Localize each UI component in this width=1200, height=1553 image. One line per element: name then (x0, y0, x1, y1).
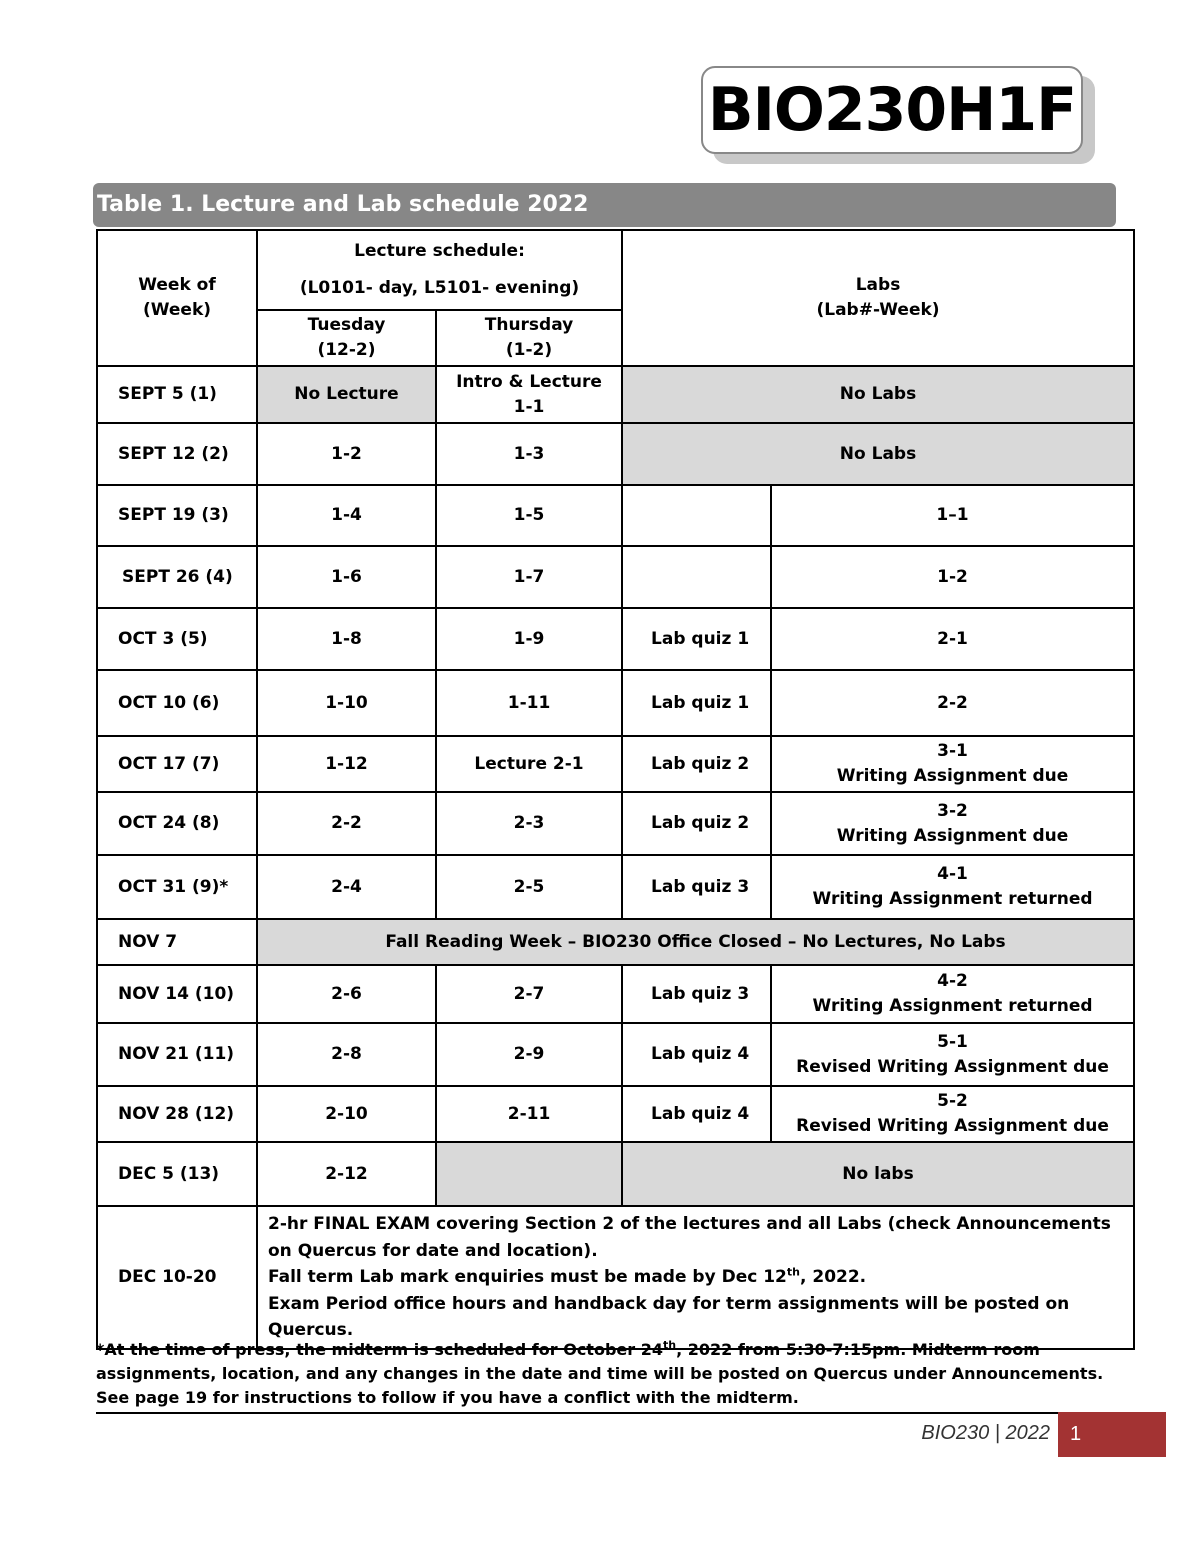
exam-line-2-end: , 2022. (799, 1267, 867, 1287)
exam-line-3: Exam Period office hours and handback day for term assignments will be posted on Quercus. (268, 1293, 1070, 1340)
thursday-cell: 2-11 (436, 1086, 622, 1142)
tuesday-cell: 1-4 (257, 485, 436, 546)
header-thursday (436, 310, 622, 366)
labs-cell: No labs (622, 1142, 1134, 1206)
table-row (97, 1142, 1134, 1206)
week-cell: NOV 21 (11) (97, 1023, 257, 1086)
footnote-sup: th (662, 1338, 677, 1352)
table-row (97, 919, 1134, 965)
schedule-table (96, 229, 1135, 1350)
table-row (97, 423, 1134, 485)
lab-note: Writing Assignment returned (812, 996, 1093, 1016)
lab-cell: 2-1 (771, 608, 1134, 670)
tuesday-cell: 2-6 (257, 965, 436, 1023)
footnote-text: *At the time of press, the midterm is scheduled for October 24 (96, 1340, 663, 1359)
labs-cell: No Labs (622, 423, 1134, 485)
tuesday-cell: 2-4 (257, 855, 436, 919)
thursday-line1: Intro & Lecture (456, 371, 602, 392)
quiz-cell (622, 485, 771, 546)
quiz-cell: Lab quiz 4 (622, 1023, 771, 1086)
thursday-cell: 2-7 (436, 965, 622, 1023)
table-row (97, 670, 1134, 736)
tuesday-cell: No Lecture (257, 366, 436, 423)
week-cell: NOV 7 (97, 919, 257, 965)
header-lecture-line2: (L0101- day, L5101- evening) (299, 278, 580, 298)
lab-cell (771, 1086, 1134, 1142)
header-thursday-label: Thursday (484, 315, 574, 335)
header-week-line2: (Week) (142, 300, 212, 320)
table-row (97, 608, 1134, 670)
exam-cell (257, 1206, 1134, 1349)
week-cell: SEPT 19 (3) (97, 485, 257, 546)
lab-cell: 2-2 (771, 670, 1134, 736)
quiz-cell: Lab quiz 1 (622, 670, 771, 736)
thursday-cell: 2-3 (436, 792, 622, 855)
course-code: BIO230H1F (701, 66, 1083, 154)
table-row (97, 485, 1134, 546)
header-week (97, 230, 257, 366)
thursday-cell: 1-9 (436, 608, 622, 670)
week-cell: NOV 14 (10) (97, 965, 257, 1023)
tuesday-cell: 2-8 (257, 1023, 436, 1086)
tuesday-cell: 2-2 (257, 792, 436, 855)
thursday-cell: 1-7 (436, 546, 622, 608)
thursday-cell: 2-9 (436, 1023, 622, 1086)
table-title: Table 1. Lecture and Lab schedule 2022 (93, 183, 1116, 227)
week-cell: DEC 10-20 (97, 1206, 257, 1349)
table-row (97, 792, 1134, 855)
quiz-cell: Lab quiz 2 (622, 736, 771, 792)
header-tuesday-time: (12-2) (317, 340, 376, 360)
exam-line-2 (268, 1264, 1123, 1291)
week-cell: SEPT 12 (2) (97, 423, 257, 485)
quiz-cell: Lab quiz 3 (622, 855, 771, 919)
midterm-footnote (96, 1338, 1133, 1410)
header-thursday-time: (1-2) (505, 340, 553, 360)
tuesday-cell: 2-10 (257, 1086, 436, 1142)
header-tuesday-label: Tuesday (307, 315, 386, 335)
exam-line-2-text: Fall term Lab mark enquiries must be made by Dec 12 (268, 1267, 787, 1287)
lab-note: Revised Writing Assignment due (796, 1056, 1109, 1077)
table-row (97, 546, 1134, 608)
quiz-cell: Lab quiz 2 (622, 792, 771, 855)
page-number: 1 (1058, 1412, 1166, 1457)
lab-number: 3-1 (937, 741, 968, 761)
tuesday-cell: 1-12 (257, 736, 436, 792)
table-row (97, 366, 1134, 423)
lab-cell (771, 965, 1134, 1023)
week-cell: DEC 5 (13) (97, 1142, 257, 1206)
lab-note: Writing Assignment due (836, 825, 1069, 846)
table-row (97, 1086, 1134, 1142)
header-labs (622, 230, 1134, 366)
thursday-cell: 1-5 (436, 485, 622, 546)
thursday-cell: Lecture 2-1 (436, 736, 622, 792)
header-lecture (257, 230, 622, 310)
thursday-cell: 1-11 (436, 670, 622, 736)
tuesday-cell: 2-12 (257, 1142, 436, 1206)
lab-note: Writing Assignment due (836, 766, 1069, 786)
exam-line-2-sup: th (786, 1265, 800, 1279)
week-cell: OCT 24 (8) (97, 792, 257, 855)
tuesday-cell: 1-8 (257, 608, 436, 670)
week-cell: OCT 3 (5) (97, 608, 257, 670)
header-row-1 (97, 230, 1134, 310)
lab-number: 5-1 (937, 1031, 968, 1052)
header-labs-title: Labs (855, 275, 901, 295)
lab-cell (771, 855, 1134, 919)
lab-note: Revised Writing Assignment due (796, 1116, 1109, 1136)
footer-divider (96, 1412, 1133, 1414)
footer-course-year: BIO230 | 2022 (921, 1422, 1050, 1444)
week-cell: SEPT 26 (4) (97, 546, 257, 608)
lab-number: 4-2 (937, 971, 968, 991)
exam-line-1: 2-hr FINAL EXAM covering Section 2 of the lectures and all Labs (check Announcements on Quercus for date and location). (268, 1214, 1111, 1261)
header-tuesday (257, 310, 436, 366)
lab-cell: 1-2 (771, 546, 1134, 608)
lab-cell: 1–1 (771, 485, 1134, 546)
quiz-cell: Lab quiz 4 (622, 1086, 771, 1142)
tuesday-cell: 1-2 (257, 423, 436, 485)
thursday-cell (436, 1142, 622, 1206)
tuesday-cell: 1-6 (257, 546, 436, 608)
lab-cell (771, 1023, 1134, 1086)
quiz-cell (622, 546, 771, 608)
lab-cell (771, 792, 1134, 855)
table-row (97, 1206, 1134, 1349)
reading-week-cell: Fall Reading Week – BIO230 Office Closed – No Lectures, No Labs (257, 919, 1134, 965)
lab-number: 3-2 (937, 800, 968, 821)
week-cell: OCT 31 (9)* (97, 855, 257, 919)
table-row (97, 736, 1134, 792)
tuesday-cell: 1-10 (257, 670, 436, 736)
table-row (97, 855, 1134, 919)
week-cell: SEPT 5 (1) (97, 366, 257, 423)
quiz-cell: Lab quiz 1 (622, 608, 771, 670)
thursday-cell: 2-5 (436, 855, 622, 919)
thursday-line2: 1-1 (513, 396, 545, 417)
thursday-cell: 1-3 (436, 423, 622, 485)
week-cell: NOV 28 (12) (97, 1086, 257, 1142)
lab-number: 4-1 (937, 864, 968, 884)
table-row (97, 965, 1134, 1023)
header-week-line1: Week of (138, 275, 216, 295)
lab-number: 5-2 (937, 1091, 968, 1111)
table-row (97, 1023, 1134, 1086)
header-labs-sub: (Lab#-Week) (816, 300, 940, 320)
thursday-cell (436, 366, 622, 423)
week-cell: OCT 17 (7) (97, 736, 257, 792)
lab-cell (771, 736, 1134, 792)
footnote-text-end: , 2022 from 5:30-7:15pm. Midterm room assignments, location, and any changes in the date and time will be posted on Quercus under Announcements. See page 19 for instructions to follow if you have a conflict with the midterm. (96, 1340, 1104, 1407)
labs-cell: No Labs (622, 366, 1134, 423)
week-cell: OCT 10 (6) (97, 670, 257, 736)
header-lecture-line1: Lecture schedule: (354, 241, 525, 261)
quiz-cell: Lab quiz 3 (622, 965, 771, 1023)
lab-note: Writing Assignment returned (812, 889, 1093, 909)
